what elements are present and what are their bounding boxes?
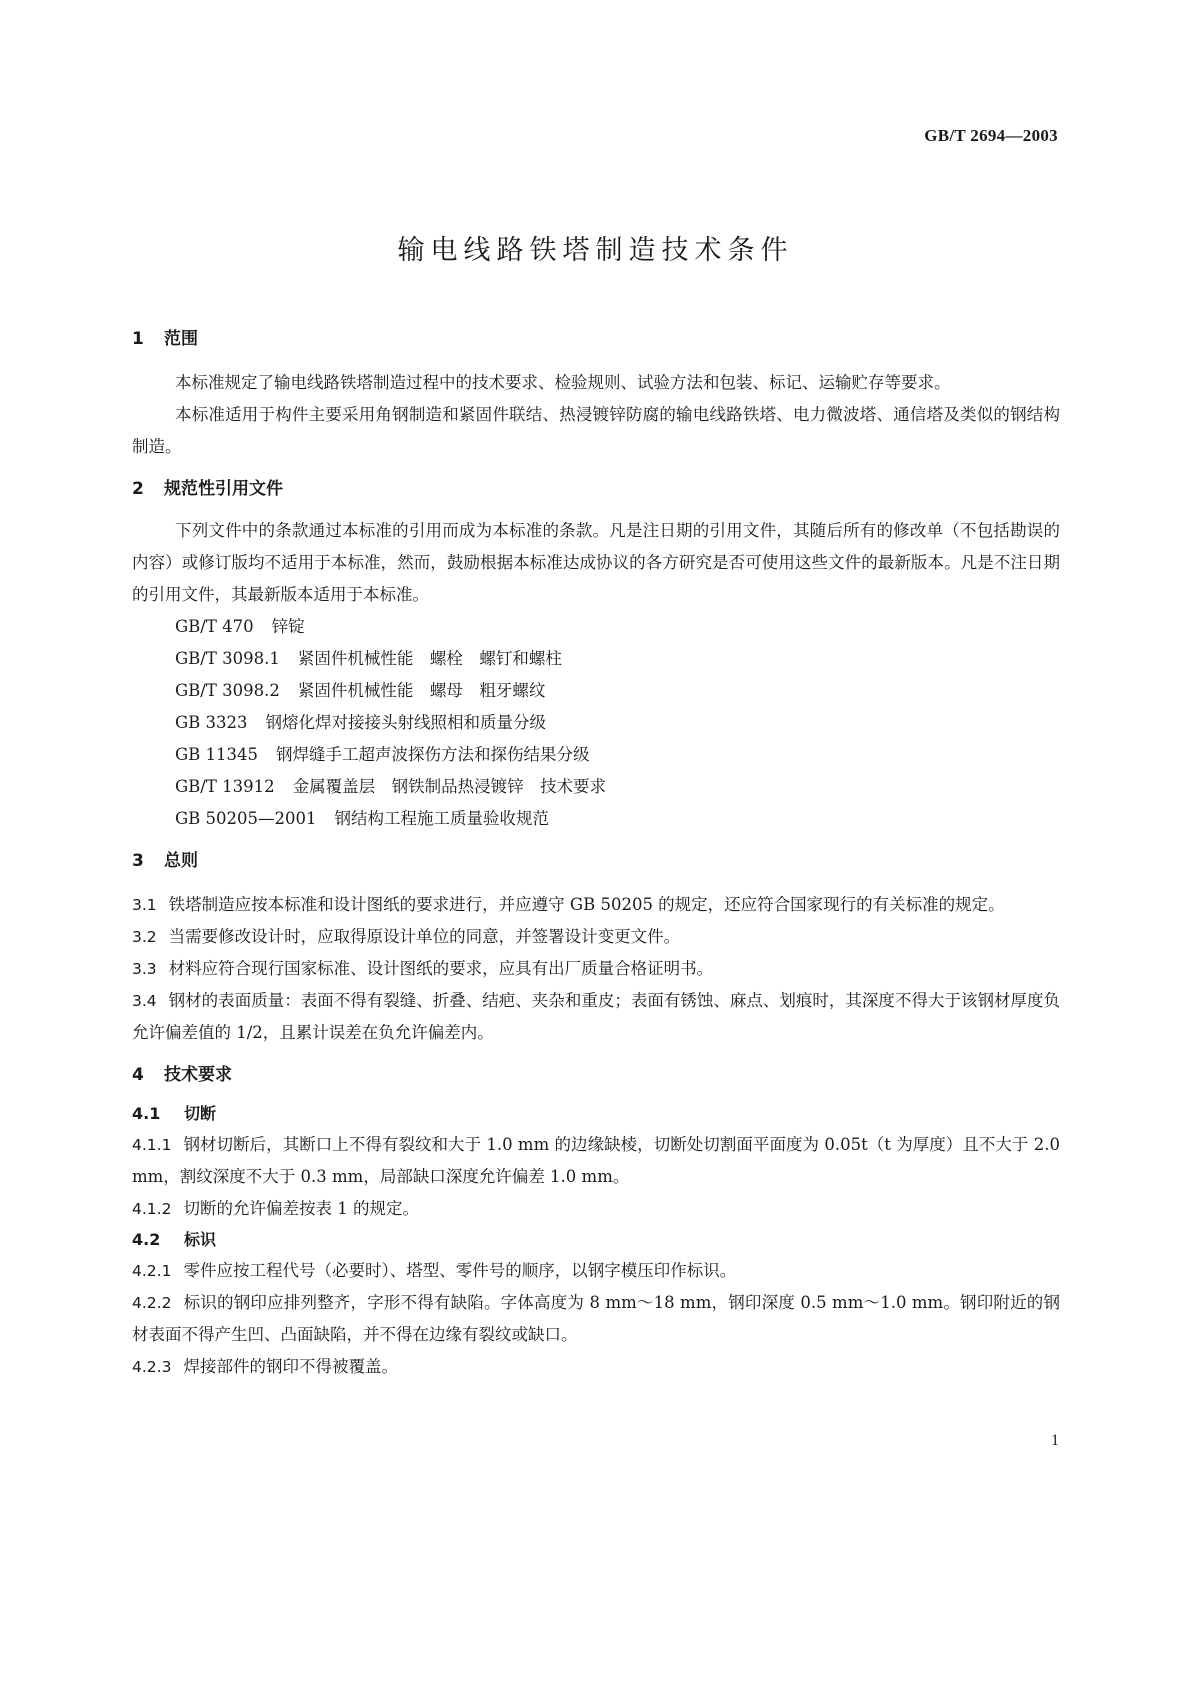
clause (132, 985, 1060, 1049)
reference-item (132, 675, 1060, 707)
clause-number: 4.2.2 (132, 1294, 172, 1312)
section-title: 技术要求 (164, 1065, 232, 1085)
subsection-number: 4.2 (132, 1230, 161, 1249)
clause-text: 切断的允许偏差按表 1 的规定。 (183, 1199, 419, 1218)
reference-name: 锌锭 (271, 617, 305, 636)
reference-name: 钢结构工程施工质量验收规范 (334, 809, 550, 828)
subsection-title: 切断 (184, 1104, 217, 1123)
document-title: 输电线路铁塔制造技术条件 (397, 235, 794, 266)
reference-code: GB/T 3098.1 (175, 649, 280, 668)
clause (132, 953, 1060, 985)
section-title: 总则 (164, 851, 198, 871)
clause (132, 1255, 1060, 1287)
clause-number: 3.1 (132, 896, 157, 914)
page-number: 1 (1051, 1432, 1059, 1449)
clause (132, 921, 1060, 953)
reference-code: GB 11345 (175, 745, 259, 764)
clause-text: 铁塔制造应按本标准和设计图纸的要求进行，并应遵守 GB 50205 的规定，还应符合国家现行的有关标准的规定。 (168, 895, 1005, 914)
standard-number: GB/T 2694—2003 (924, 126, 1058, 145)
reference-item (132, 739, 1060, 771)
clause-number: 4.2.3 (132, 1358, 172, 1376)
reference-code: GB/T 13912 (175, 777, 275, 796)
clause-text: 钢材的表面质量：表面不得有裂缝、折叠、结疤、夹杂和重皮；表面有锈蚀、麻点、划痕时，其深度不得大于该钢材厚度负允许偏差值的 1/2，且累计误差在负允许偏差内。 (132, 991, 1060, 1042)
reference-name: 钢焊缝手工超声波探伤方法和探伤结果分级 (276, 745, 590, 764)
clause-number: 3.3 (132, 960, 157, 978)
reference-item (132, 771, 1060, 803)
clause-text: 焊接部件的钢印不得被覆盖。 (183, 1357, 398, 1376)
clause-number: 4.1.2 (132, 1200, 172, 1218)
paragraph: 本标准适用于构件主要采用角钢制造和紧固件联结、热浸镀锌防腐的输电线路铁塔、电力微波塔、通信塔及类似的钢结构制造。 (132, 405, 1060, 456)
clause-text: 标识的钢印应排列整齐，字形不得有缺陷。字体高度为 8 mm～18 mm，钢印深度 0.5 mm～1.0 mm。钢印附近的钢材表面不得产生凹、凸面缺陷，并不得在边缘有裂纹或缺口。 (132, 1293, 1060, 1344)
section-title: 范围 (164, 329, 198, 349)
clause-text: 当需要修改设计时，应取得原设计单位的同意，并签署设计变更文件。 (168, 927, 681, 946)
clause-text: 零件应按工程代号（必要时）、塔型、零件号的顺序，以钢字模压印作标识。 (183, 1261, 737, 1280)
section-title: 规范性引用文件 (164, 479, 283, 499)
section-number: 4 (132, 1065, 144, 1085)
section-number: 1 (132, 329, 144, 349)
section-heading-general (132, 849, 1060, 873)
paragraph: 下列文件中的条款通过本标准的引用而成为本标准的条款。凡是注日期的引用文件，其随后所有的修改单（不包括勘误的内容）或修订版均不适用于本标准，然而，鼓励根据本标准达成协议的各方研究是否可使用这些文件的最新版本。凡是不注日期的引用文件，其最新版本适用于本标准。 (132, 521, 1060, 604)
clause (132, 889, 1060, 921)
section-number: 2 (132, 479, 144, 499)
subsection-heading-cutting (132, 1099, 1060, 1129)
reference-name: 钢熔化焊对接接头射线照相和质量分级 (265, 713, 547, 732)
clause-number: 4.1.1 (132, 1136, 172, 1154)
section-number: 3 (132, 851, 144, 871)
clause-text: 钢材切断后，其断口上不得有裂纹和大于 1.0 mm 的边缘缺棱，切断处切割面平面度为 0.05t（t 为厚度）且不大于 2.0 mm，割纹深度不大于 0.3 mm，局部缺口深度允许偏差 1.0 mm。 (132, 1135, 1060, 1186)
section-heading-technical-requirements (132, 1063, 1060, 1087)
section-heading-normative-references (132, 477, 1060, 501)
clause (132, 1193, 1060, 1225)
reference-name: 金属覆盖层 钢铁制品热浸镀锌 技术要求 (292, 777, 607, 796)
reference-code: GB 3323 (175, 713, 248, 732)
clause-number: 3.4 (132, 992, 157, 1010)
clause-number: 4.2.1 (132, 1262, 172, 1280)
clause (132, 1287, 1060, 1351)
reference-list (132, 611, 1060, 835)
subsection-title: 标识 (184, 1230, 217, 1249)
reference-item (132, 643, 1060, 675)
reference-code: GB/T 470 (175, 617, 254, 636)
reference-code: GB 50205—2001 (175, 809, 317, 828)
subsection-number: 4.1 (132, 1104, 161, 1123)
document-body (132, 327, 1060, 1383)
reference-item (132, 611, 1060, 643)
reference-name: 紧固件机械性能 螺栓 螺钉和螺柱 (297, 649, 562, 668)
reference-code: GB/T 3098.2 (175, 681, 280, 700)
paragraph: 本标准规定了输电线路铁塔制造过程中的技术要求、检验规则、试验方法和包装、标记、运输贮存等要求。 (175, 373, 951, 392)
clause-number: 3.2 (132, 928, 157, 946)
subsection-heading-marking (132, 1225, 1060, 1255)
section-heading-scope (132, 327, 1060, 351)
clause (132, 1129, 1060, 1193)
clause-text: 材料应符合现行国家标准、设计图纸的要求，应具有出厂质量合格证明书。 (168, 959, 714, 978)
reference-item (132, 803, 1060, 835)
reference-name: 紧固件机械性能 螺母 粗牙螺纹 (297, 681, 546, 700)
reference-item (132, 707, 1060, 739)
clause (132, 1351, 1060, 1383)
